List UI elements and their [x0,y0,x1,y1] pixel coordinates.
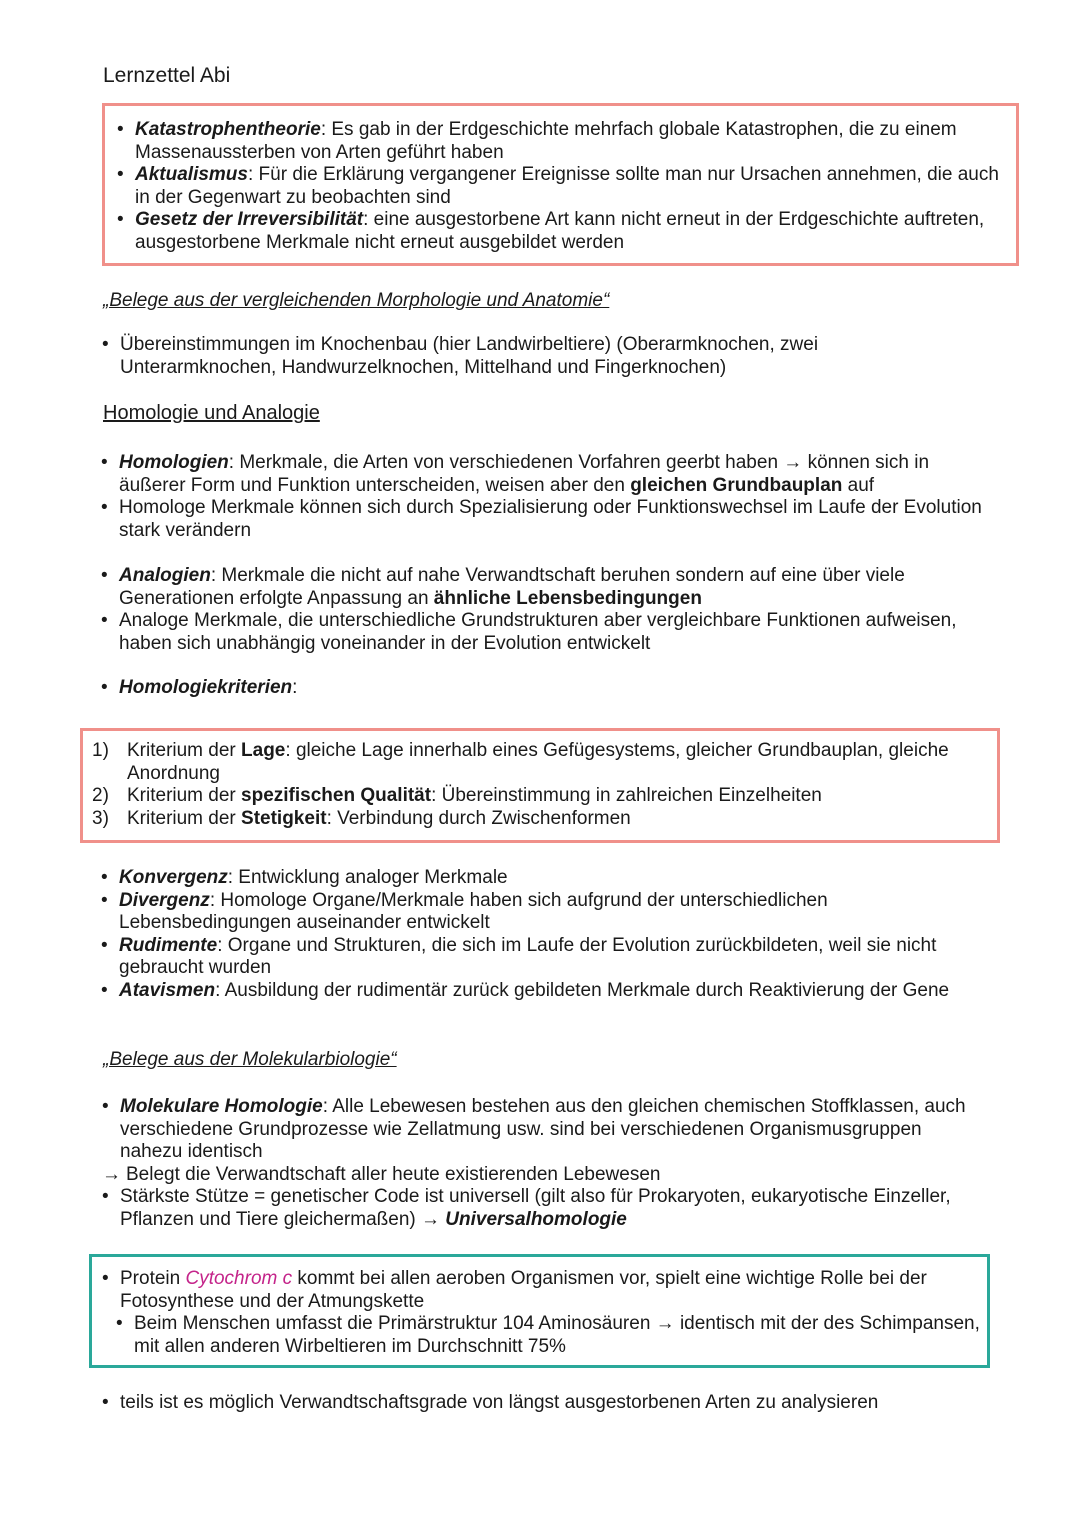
list-item [101,935,971,980]
arrow-right-icon: → [102,1163,121,1185]
term-text: : Entwicklung analoger Merkmale [227,867,508,888]
definition-box-1 [102,103,1019,266]
item-text: Protein [120,1268,186,1289]
list-item: • Homologe Merkmale können sich durch Spezialisierung oder Funktionswechsel im Laufe der Evolution stark verändern [101,497,986,542]
molekular-list [102,1096,982,1164]
list-item [102,1268,982,1313]
bold-text: Stetigkeit [241,807,327,829]
cytochrom-content [102,1268,982,1358]
term-text: : Ausbildung der rudimentär zurück gebildeten Merkmale durch Reaktivierung der Gene [215,979,950,1001]
term: Molekulare Homologie [120,1096,323,1117]
term-text: : Merkmale, die Arten von verschiedenen Vorfahren geerbt haben → können sich in äußerer Form und Funktion unterscheiden, weisen aber den [119,452,930,496]
list-item [101,565,981,610]
section-heading-morphologie: „Belege aus der vergleichenden Morphologie und Anatomie“ [103,290,610,311]
section-heading-molekularbiologie: „Belege aus der Molekularbiologie“ [103,1049,397,1070]
list-item: • Analoge Merkmale, die unterschiedliche Grundstrukturen aber vergleichbare Funktionen aufweisen, haben sich unabhängig voneinander in der Evolution entwickelt [101,610,981,655]
list-item [101,980,971,1003]
bold-text: gleichen Grundbauplan [630,474,843,496]
bold-text: ähnliche Lebensbedingungen [433,587,702,609]
term: Homologiekriterien [119,677,293,698]
term-text: : Für die Erklärung vergangener Ereignisse sollte man nur Ursachen annehmen, die auch in der Gegenwart zu beobachten sind [135,164,999,208]
arrow-text: Belegt die Verwandtschaft aller heute existierenden Lebewesen [126,1163,661,1185]
cytochrom-term: Cytochrom c [185,1268,293,1289]
term-text: : [292,677,298,698]
item-text: Stärkste Stütze = genetischer Code ist universell (gilt also für Prokaryoten, eukaryotische Einzeller, Pflanzen und Tiere gleichermaßen) → [120,1186,951,1230]
item-text: Kriterium der [127,740,242,761]
page-title: Lernzettel Abi [103,64,231,87]
term: Konvergenz [119,867,228,888]
item-text: Kriterium der [127,785,242,806]
term: Atavismen [119,979,216,1001]
item-text: : Verbindung durch Zwischenformen [326,807,631,829]
morphologie-list [102,334,882,379]
term: Gesetz der Irreversibilität [135,209,364,230]
list-item [83,808,963,831]
bold-text: spezifischen Qualität [241,785,432,806]
criteria-list [83,740,963,830]
list-item [101,452,986,497]
term-text: : Homologe Organe/Merkmale haben sich aufgrund der unterschiedlichen Lebensbedingungen auseinander entwickelt [119,889,828,933]
final-list [102,1392,1002,1415]
arrow-conclusion [102,1164,982,1187]
term-text: : Merkmale die nicht auf nahe Verwandtschaft beruhen sondern auf eine über viele Generationen erfolgte Anpassung an [119,565,905,609]
item-text: kommt bei allen aeroben Organismen vor, spielt eine wichtige Rolle bei der Fotosynthese und der Atmungskette [120,1268,927,1312]
section-heading-homologie: Homologie und Analogie [103,402,320,424]
term: Homologien [119,452,229,473]
term: Universalhomologie [445,1208,627,1230]
term: Rudimente [119,934,218,956]
list-item [101,890,971,935]
cytochrom-box [89,1254,990,1368]
list-item [117,164,1002,209]
bold-text: Lage [241,740,286,761]
list-item [102,1096,982,1164]
term: Aktualismus [135,164,248,185]
item-number: 3) [92,807,109,829]
analogie-list [101,565,981,655]
term-text: : eine ausgestorbene Art kann nicht erneut in der Erdgeschichte auftreten, ausgestorbene Merkmale nicht erneut ausgebildet werden [135,209,985,253]
list-item [83,785,963,808]
sub-list-item: • Beim Menschen umfasst die Primärstruktur 104 Aminosäuren → identisch mit der des Schimpansen, mit allen anderen Wirbeltieren im Durchschnitt 75% [102,1313,982,1358]
term: Divergenz [119,889,210,911]
molekular-list-2 [102,1186,982,1231]
list-item [101,677,701,700]
term-text: : Es gab in der Erdgeschichte mehrfach globale Katastrophen, die zu einem Massenaussterben von Arten geführt haben [135,119,957,163]
list-item [101,867,971,890]
list-item: • Übereinstimmungen im Knochenbau (hier Landwirbeltiere) (Oberarmknochen, zwei Unterarmknochen, Handwurzelknochen, Mittelhand und Fingerknochen) [102,334,882,379]
kriterien-list [101,677,701,700]
list-item: • teils ist es möglich Verwandtschaftsgrade von längst ausgestorbenen Arten zu analysieren [102,1392,1002,1415]
item-number: 1) [92,740,109,761]
item-number: 2) [92,785,109,806]
term-text: auf [842,474,875,496]
item-text: : Übereinstimmung in zahlreichen Einzelheiten [431,785,822,806]
term: Katastrophentheorie [135,119,321,140]
term: Analogien [119,565,211,586]
list-item [102,1186,982,1231]
homologie-list [101,452,986,542]
term-text: : Organe und Strukturen, die sich im Laufe der Evolution zurückbildeten, weil sie nicht gebraucht wurden [119,934,937,978]
term-text: : Alle Lebewesen bestehen aus den gleichen chemischen Stoffklassen, auch verschiedene Grundprozesse wie Zellatmung usw. sind bei verschiedenen Organismusgruppen nahezu identisch [120,1096,966,1162]
list-item [83,740,963,785]
item-text: Kriterium der [127,807,242,829]
definition-list-1 [117,119,1002,254]
list-item [117,119,1002,164]
evolution-terms-list [101,867,971,1002]
criteria-box [80,728,1000,843]
item-text: : gleiche Lage innerhalb eines Gefügesystems, gleicher Grundbauplan, gleiche Anordnung [127,740,949,784]
list-item [117,209,1002,254]
molekular-block [102,1096,982,1231]
